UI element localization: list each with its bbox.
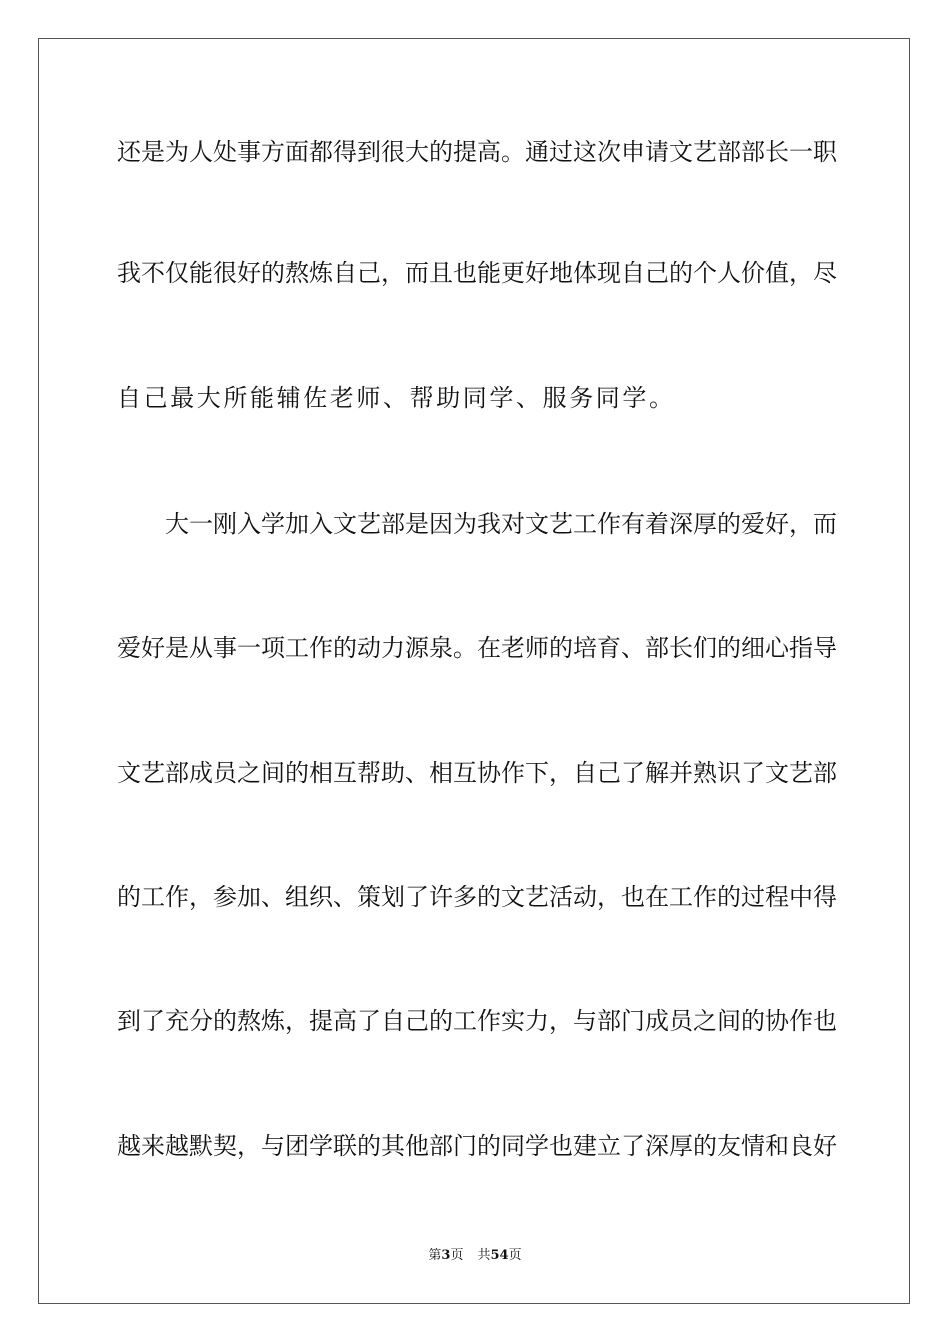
paragraph-first-line: 大一刚入学加入文艺部是因为我对文艺工作有着深厚的爱好，而 [165, 510, 837, 538]
body-text-line: 到了充分的熬炼，提高了自己的工作实力，与部门成员之间的协作也 [117, 1007, 837, 1035]
current-page-number: 3 [441, 1248, 451, 1263]
body-text-line: 还是为人处事方面都得到很大的提高。通过这次申请文艺部部长一职 [117, 138, 837, 166]
footer-prefix: 第 [428, 1248, 442, 1263]
body-text-line: 的工作，参加、组织、策划了许多的文艺活动，也在工作的过程中得 [117, 883, 837, 911]
footer-page-suffix: 页 [450, 1248, 464, 1263]
body-text-line: 文艺部成员之间的相互帮助、相互协作下，自己了解并熟识了文艺部 [117, 759, 837, 787]
body-text-line: 爱好是从事一项工作的动力源泉。在老师的培育、部长们的细心指导 [117, 634, 837, 662]
footer-total-suffix: 页 [508, 1248, 522, 1263]
footer-total-prefix: 共 [477, 1248, 491, 1263]
body-text-line: 我不仅能很好的熬炼自己，而且也能更好地体现自己的个人价值，尽 [117, 259, 837, 287]
page-footer [0, 1247, 950, 1265]
body-text-line: 越来越默契，与团学联的其他部门的同学也建立了深厚的友情和良好 [117, 1132, 837, 1160]
total-page-count: 54 [490, 1248, 509, 1263]
page-border [38, 38, 910, 1304]
body-text-line: 自己最大所能辅佐老师、帮助同学、服务同学。 [117, 384, 676, 412]
